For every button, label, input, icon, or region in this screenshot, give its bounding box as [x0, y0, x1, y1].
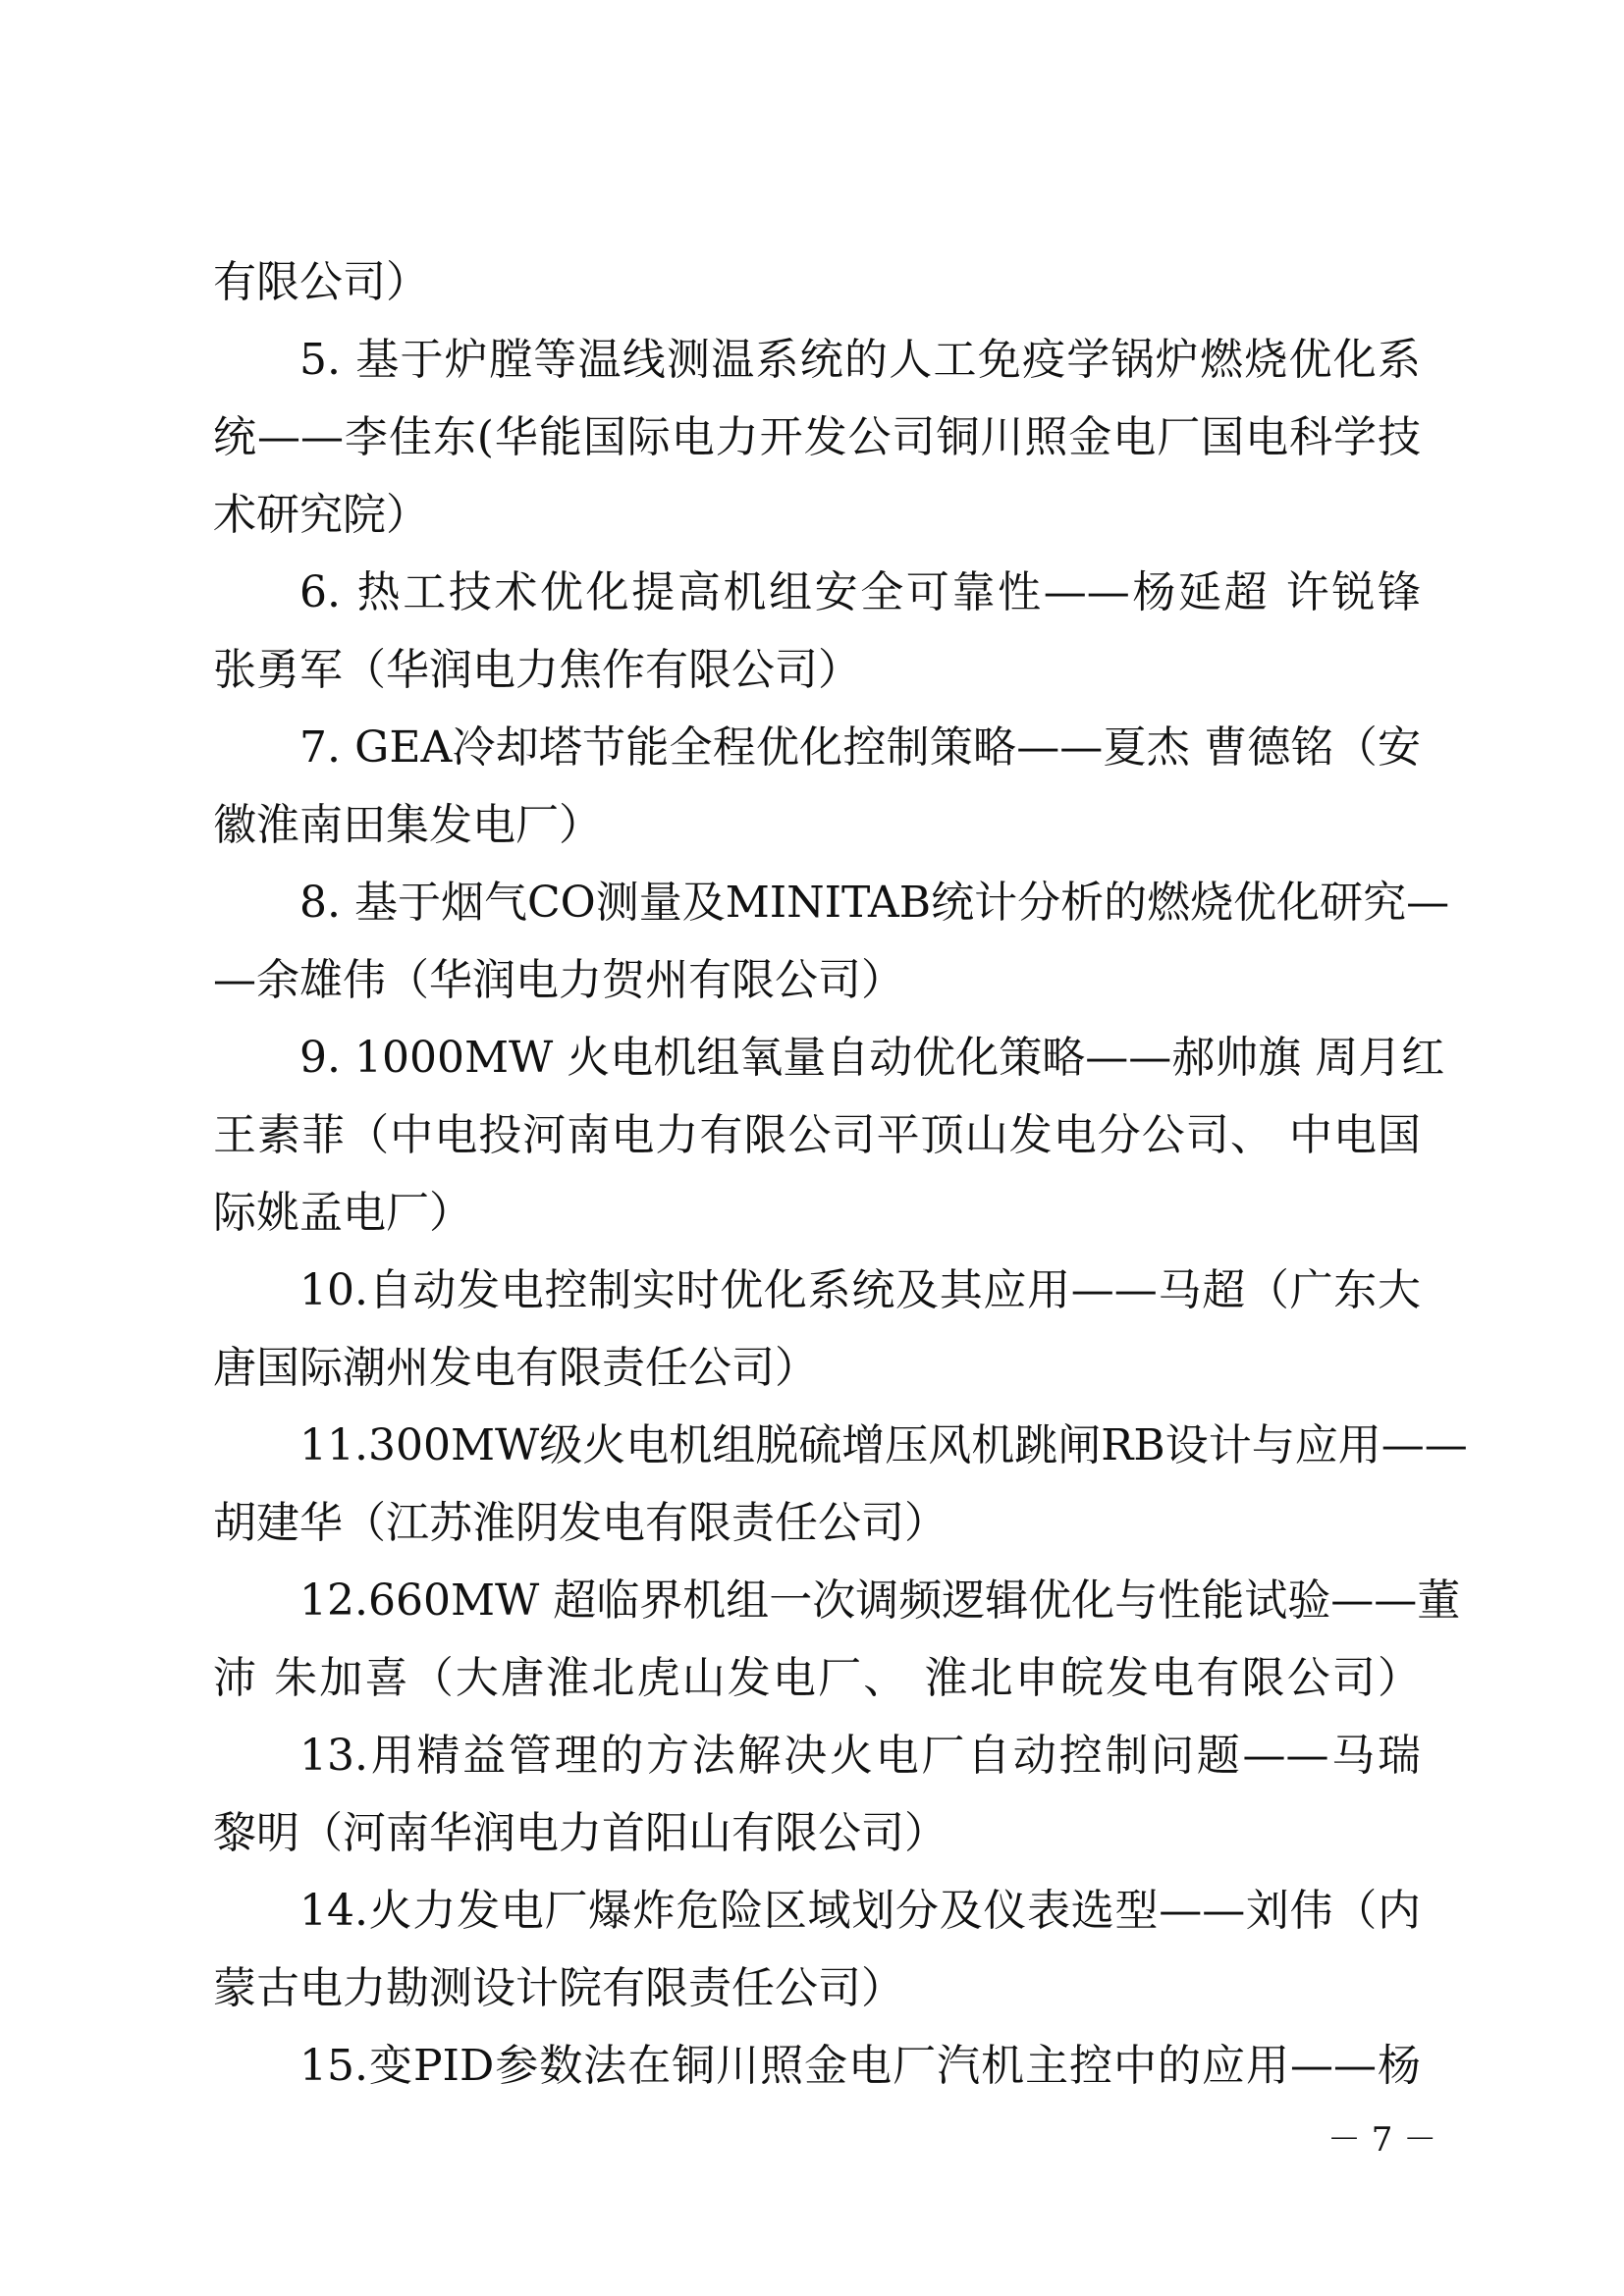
text-line: 7. GEA冷却塔节能全程优化控制策略——夏杰 曹德铭（安: [299, 722, 1421, 773]
text-line: 王素菲（中电投河南电力有限公司平顶山发电分公司、 中电国: [213, 1110, 1421, 1160]
text-line: 蒙古电力勘测设计院有限责任公司）: [213, 1963, 904, 2013]
text-line: 术研究院）: [213, 490, 429, 540]
text-line: 际姚孟电厂）: [213, 1188, 472, 1238]
text-line: 14.火力发电厂爆炸危险区域划分及仪表选型——刘伟（内: [299, 1886, 1421, 1936]
text-line: 黎明（河南华润电力首阳山有限公司）: [213, 1808, 947, 1858]
text-line: 5. 基于炉膛等温线测温系统的人工免疫学锅炉燃烧优化系: [299, 335, 1421, 385]
text-line: 11.300MW级火电机组脱硫增压风机跳闸RB设计与应用——: [299, 1420, 1468, 1470]
text-line: 12.660MW 超临界机组一次调频逻辑优化与性能试验——董: [299, 1575, 1461, 1626]
text-line: 13.用精益管理的方法解决火电厂自动控制问题——马瑞: [299, 1731, 1421, 1781]
text-line: 统——李佳东(华能国际电力开发公司铜川照金电厂国电科学技: [213, 412, 1421, 462]
text-line: 胡建华（江苏淮阴发电有限责任公司）: [213, 1498, 947, 1548]
page-number: － 7 －: [1327, 2120, 1437, 2160]
text-line: —余雄伟（华润电力贺州有限公司）: [213, 955, 904, 1005]
text-line: 10.自动发电控制实时优化系统及其应用——马超（广东大: [299, 1265, 1421, 1315]
text-line: 15.变PID参数法在铜川照金电厂汽机主控中的应用——杨: [299, 2041, 1421, 2091]
text-line: 唐国际潮州发电有限责任公司）: [213, 1343, 818, 1393]
text-line: 8. 基于烟气CO测量及MINITAB统计分析的燃烧优化研究—: [299, 878, 1450, 928]
text-line: 沛 朱加喜（大唐淮北虎山发电厂、 淮北申皖发电有限公司）: [213, 1653, 1421, 1703]
document-body: [213, 243, 1468, 2105]
text-line: 有限公司）: [213, 257, 429, 307]
text-line: 张勇军（华润电力焦作有限公司）: [213, 645, 861, 695]
text-line: 徽淮南田集发电厂）: [213, 800, 602, 850]
text-line: 6. 热工技术优化提高机组安全可靠性——杨延超 许锐锋: [299, 567, 1421, 617]
text-line: 9. 1000MW 火电机组氧量自动优化策略——郝帅旗 周月红: [299, 1033, 1445, 1083]
